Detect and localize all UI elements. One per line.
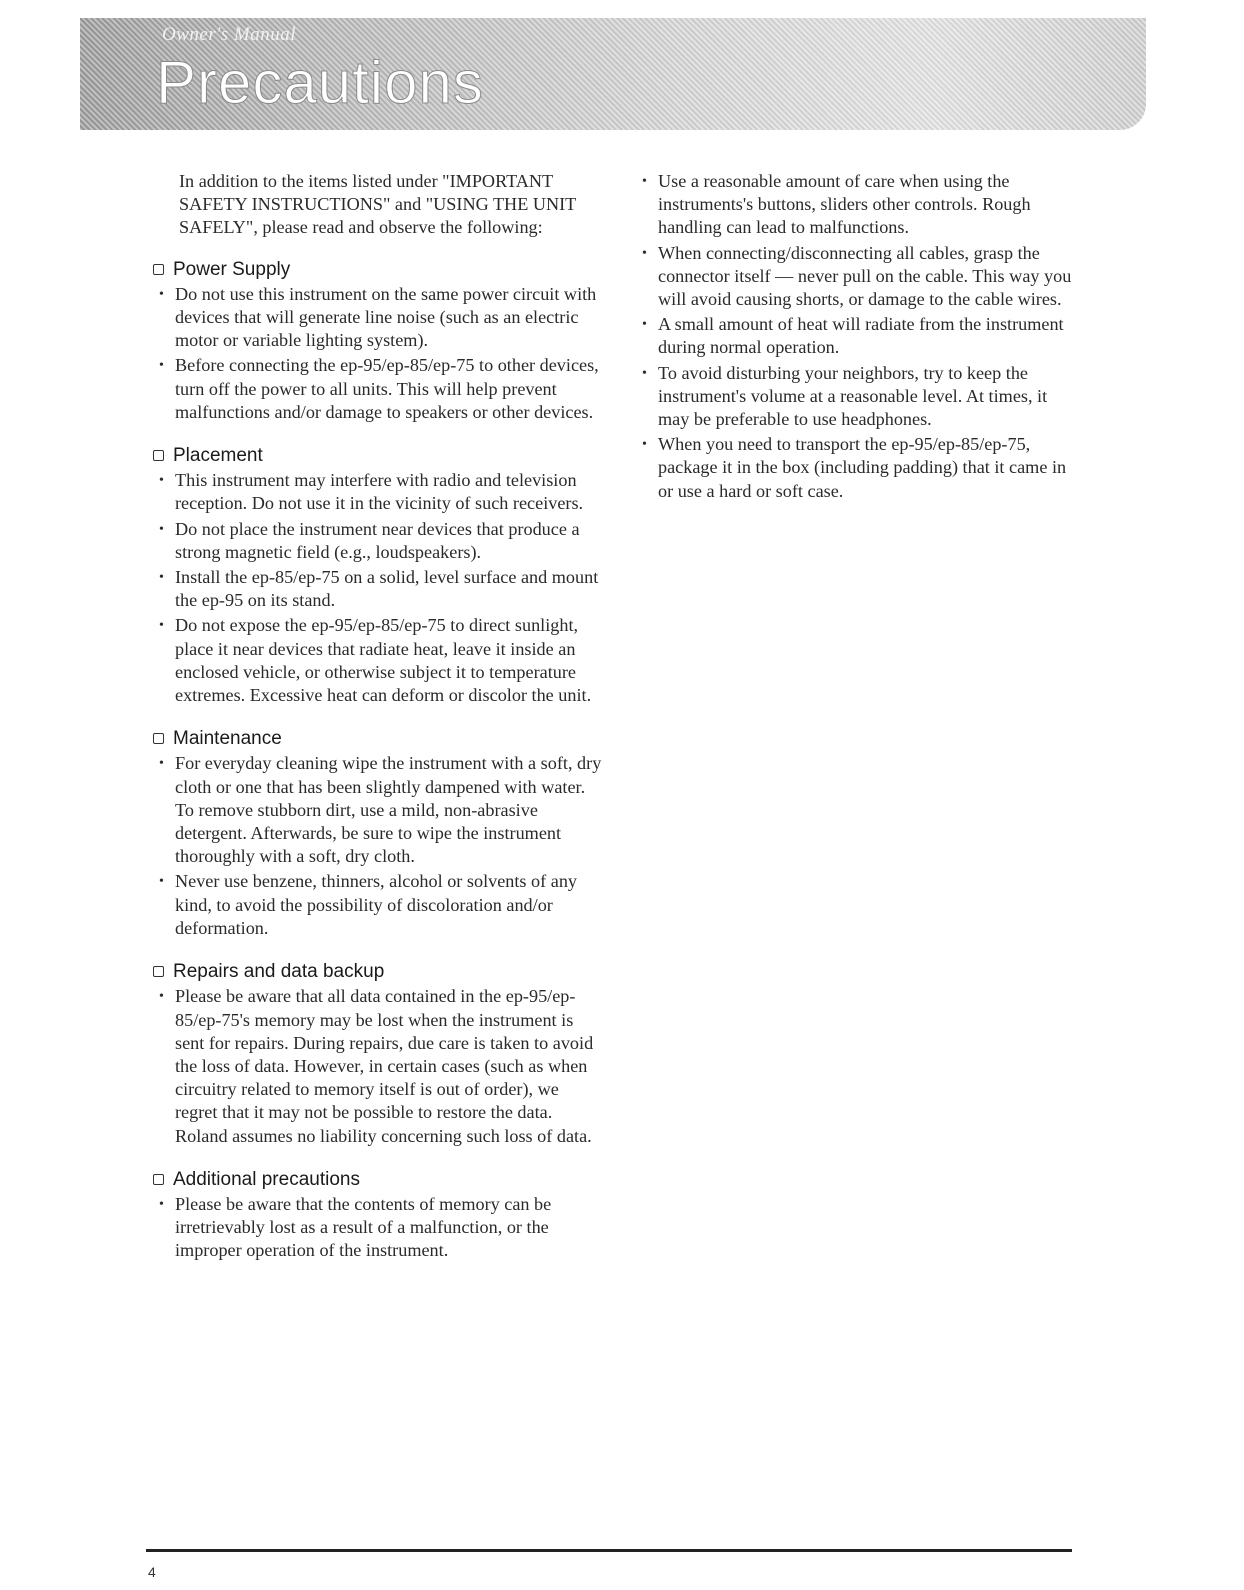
section-title (153, 444, 603, 467)
checkbox-square-icon (153, 264, 164, 275)
list-item: • To avoid disturbing your neighbors, try to keep the instrument's volume at a reasonable level. At times, it may be preferable to use headphones. (642, 362, 1048, 430)
bullet-icon: • (642, 365, 647, 381)
left-column (153, 170, 603, 1283)
bullet-icon: • (159, 989, 164, 1005)
page-title: Precautions (156, 49, 484, 116)
bullet-icon: • (159, 358, 164, 374)
bullet-icon: • (642, 245, 647, 261)
list-item: • Install the ep-85/ep-75 on a solid, level surface and mount the ep-95 on its stand. (159, 567, 599, 611)
bullet-icon: • (159, 570, 164, 586)
section-title-text: Additional precautions (173, 1168, 360, 1190)
checkbox-square-icon (153, 733, 164, 744)
right-column (636, 170, 1076, 505)
section-repairs (153, 960, 603, 1148)
bullet-icon: • (642, 437, 647, 453)
section-title (153, 727, 603, 750)
manual-label: Owner's Manual (162, 24, 297, 45)
checkbox-square-icon (153, 450, 164, 461)
section-title (153, 258, 603, 281)
checkbox-square-icon (153, 966, 164, 977)
section-title-text: Repairs and data backup (173, 961, 385, 983)
list-item: • Please be aware that the contents of memory can be irretrievably lost as a result of a malfunction, or the improper operation of the instrument. (159, 1193, 552, 1261)
list-item: • Do not place the instrument near devices that produce a strong magnetic field (e.g., loudspeakers). (159, 518, 580, 562)
bullet-icon: • (159, 1196, 164, 1212)
bullet-icon: • (159, 473, 164, 489)
list-item: • Do not use this instrument on the same power circuit with devices that will generate line noise (such as an electric motor or variable lighting system). (159, 283, 597, 351)
header-banner (80, 18, 1146, 130)
list-item: • Do not expose the ep-95/ep-85/ep-75 to direct sunlight, place it near devices that radiate heat, leave it inside an enclosed vehicle, or otherwise subject it to temperature extremes. Excessive heat can deform or discolor the unit. (159, 615, 592, 706)
list-item: • Before connecting the ep-95/ep-85/ep-75 to other devices, turn off the power to all units. This will help prevent malfunctions and/or damage to speakers or other devices. (159, 355, 599, 422)
bullet-icon: • (159, 874, 164, 890)
page-number: 4 (148, 1564, 156, 1580)
section-placement (153, 444, 603, 707)
list-item: • A small amount of heat will radiate from the instrument during normal operation. (642, 314, 1064, 358)
section-title-text: Maintenance (173, 728, 282, 750)
section-title (153, 960, 603, 983)
bullet-icon: • (159, 286, 164, 302)
intro-paragraph: In addition to the items listed under "IMPORTANT SAFETY INSTRUCTIONS" and "USING THE UNIT SAFELY", please read and observe the following: (179, 171, 576, 238)
list-item: • Never use benzene, thinners, alcohol or solvents of any kind, to avoid the possibility of discoloration and/or deformation. (159, 871, 578, 938)
bullet-icon: • (159, 618, 164, 634)
section-title (153, 1168, 603, 1191)
section-maintenance (153, 727, 603, 940)
section-power-supply (153, 258, 603, 424)
list-item: • Use a reasonable amount of care when using the instruments's buttons, sliders other controls. Rough handling can lead to malfunctions. (642, 171, 1031, 238)
section-title-text: Power Supply (173, 258, 291, 280)
section-title-text: Placement (173, 445, 263, 467)
bullet-icon: • (159, 521, 164, 537)
bullet-icon: • (642, 317, 647, 333)
list-item: • When connecting/disconnecting all cables, grasp the connector itself — never pull on the cable. This way you will avoid causing shorts, or damage to the cable wires. (642, 242, 1072, 310)
checkbox-square-icon (153, 1174, 164, 1185)
list-item: • This instrument may interfere with radio and television reception. Do not use it in the vicinity of such receivers. (159, 470, 584, 514)
footer-rule (146, 1549, 1072, 1552)
bullet-icon: • (642, 174, 647, 189)
section-additional-precautions (153, 1168, 603, 1263)
bullet-icon: • (159, 756, 164, 772)
list-item: • When you need to transport the ep-95/ep-85/ep-75, package it in the box (including padding) that it came in or use a hard or soft case. (642, 434, 1067, 501)
list-item: • For everyday cleaning wipe the instrument with a soft, dry cloth or one that has been slightly dampened with water. To remove stubborn dirt, use a mild, non-abrasive detergent. Afterwards, be sure to wipe the instrument thoroughly with a soft, dry cloth. (159, 753, 602, 867)
list-item: • Please be aware that all data contained in the ep-95/ep-85/ep-75's memory may be lost when the instrument is sent for repairs. During repairs, due care is taken to avoid the loss of data. However, in certain cases (such as when circuitry related to memory itself is out of order), we regret that it may not be possible to restore the data. Roland assumes no liability concerning such loss of data. (159, 986, 594, 1146)
